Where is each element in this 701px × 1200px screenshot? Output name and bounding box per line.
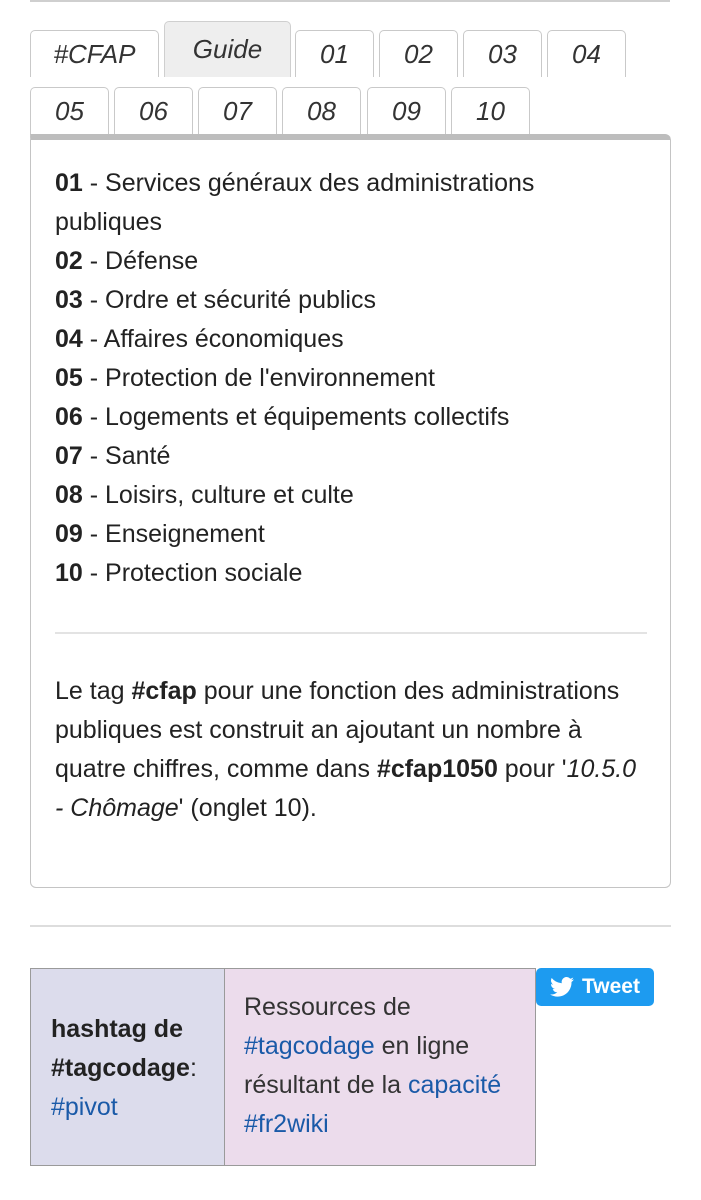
list-item [55,437,645,476]
note-text: Le tag [55,677,132,705]
separator: - [82,325,104,353]
function-label: Santé [105,442,171,470]
resources-cell [224,968,536,1166]
separator: - [82,286,106,314]
tweet-label: Tweet [582,975,640,998]
function-code: 02 [55,247,83,275]
tagcodage-link[interactable]: #tagcodage [244,1032,375,1060]
function-label: Loisirs, culture et culte [105,481,354,509]
list-item [55,320,645,359]
separator: - [82,520,106,548]
function-code: 01 [55,169,83,197]
list-item [55,398,645,437]
resources-description [244,988,529,1144]
separator: - [82,559,106,587]
function-list [55,164,645,593]
tab-10[interactable]: 10 [451,87,530,134]
tab-cfap[interactable]: #CFAP [30,30,159,77]
tab-08[interactable]: 08 [282,87,361,134]
tab-05[interactable]: 05 [30,87,109,134]
fr2wiki-link[interactable]: capacité #fr2wiki [244,1071,502,1138]
cfap-tag: #cfap [131,677,197,705]
separator: - [82,169,106,197]
tab-02[interactable]: 02 [379,30,458,77]
top-divider [30,0,670,2]
twitter-bird-icon [550,977,574,997]
list-item [55,476,645,515]
desc-text: en ligne résultant de la [244,1032,470,1099]
example-label: 10.5.0 - Chômage [55,755,637,822]
list-item [55,515,645,554]
function-code: 09 [55,520,83,548]
list-item [55,281,645,320]
list-item [55,554,645,593]
function-label: Défense [105,247,199,275]
tab-01[interactable]: 01 [295,30,374,77]
tab-06[interactable]: 06 [114,87,193,134]
note-text: ' (onglet 10). [178,794,317,822]
separator: - [82,403,106,431]
note-text: pour ' [497,755,567,783]
tab-07[interactable]: 07 [198,87,277,134]
function-code: 08 [55,481,83,509]
tab-guide[interactable]: Guide [164,21,291,77]
function-code: 07 [55,442,83,470]
tab-09[interactable]: 09 [367,87,446,134]
separator: - [82,364,106,392]
function-label: Protection de l'environnement [105,364,435,392]
function-label: Affaires économiques [103,325,344,353]
function-code: 10 [55,559,83,587]
function-code: 03 [55,286,83,314]
desc-text: Ressources de [244,993,411,1021]
colon: : [189,1054,197,1082]
list-item [55,242,645,281]
tweet-button[interactable] [536,968,654,1006]
function-label: Protection sociale [105,559,303,587]
list-item [55,359,645,398]
guide-panel [30,134,671,888]
note-text: pour une fonction des administrations publiques est construit an ajoutant un nombre à quatre chiffres, comme dans [55,677,620,783]
pivot-link[interactable]: #pivot [51,1093,118,1121]
separator: - [82,442,106,470]
function-label: Logements et équipements collectifs [105,403,510,431]
separator: - [82,481,106,509]
tab-03[interactable]: 03 [463,30,542,77]
hashtag-title: hashtag de #tagcodage [51,1015,190,1082]
hashtag-heading [51,1010,221,1127]
hashtag-cell [30,968,225,1166]
list-item [55,164,645,242]
tag-explanation [55,672,649,828]
panel-divider [55,632,647,634]
tab-04[interactable]: 04 [547,30,626,77]
function-label: Enseignement [105,520,265,548]
section-divider [30,925,671,927]
function-code: 05 [55,364,83,392]
separator: - [82,247,106,275]
example-tag: #cfap1050 [376,755,498,783]
function-code: 04 [55,325,83,353]
function-label: Ordre et sécurité publics [105,286,376,314]
function-label: Services généraux des administrations publiques [55,169,535,236]
function-code: 06 [55,403,83,431]
